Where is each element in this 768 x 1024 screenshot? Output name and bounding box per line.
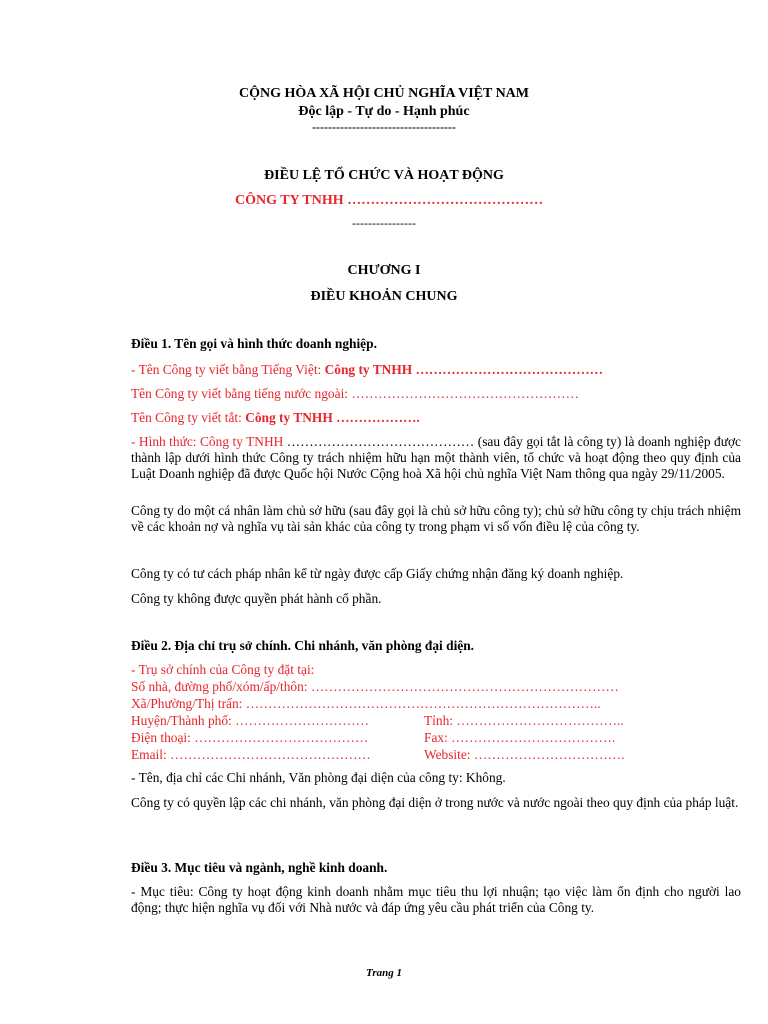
district-field: Huyện/Thành phố: …………………………: [131, 713, 370, 728]
foreign-name-line: Tên Công ty viết bằng tiếng nước ngoài: ……………………………………………: [131, 386, 580, 401]
email-field: Email: ………………………………………: [131, 747, 371, 762]
article-2-heading: Điều 2. Địa chỉ trụ sở chính. Chi nhánh, văn phòng đại diện.: [131, 638, 475, 653]
document-title: ĐIỀU LỆ TỔ CHỨC VÀ HOẠT ĐỘNG: [264, 168, 504, 183]
phone-field: Điện thoại: …………………………………: [131, 730, 369, 745]
article-3-heading: Điều 3. Mục tiêu và ngành, nghề kinh doanh.: [131, 860, 388, 875]
vn-name-line: [131, 362, 603, 378]
branches-paragraph: - Tên, địa chỉ các Chi nhánh, Văn phòng đại diện của công ty: Không.: [131, 770, 506, 785]
chapter-name: ĐIỀU KHOẢN CHUNG: [310, 289, 458, 304]
owner-paragraph: Công ty do một cá nhân làm chủ sở hữu (sau đây gọi là chủ sở hữu công ty); chủ sở hữu công ty chịu trách nhiệm về các khoản nợ và nghĩa vụ tài sản khác của công ty trong phạm vi số vốn điều lệ của công ty.: [131, 503, 741, 534]
short-name-label: Tên Công ty viết tắt:: [131, 410, 246, 425]
street-line: Số nhà, đường phố/xóm/ấp/thôn: ……………………………………………………………: [131, 679, 619, 694]
legal-entity-paragraph: Công ty có tư cách pháp nhân kể từ ngày được cấp Giấy chứng nhận đăng ký doanh nghiệp.: [131, 566, 624, 581]
header-rule: ------------------------------------: [312, 120, 456, 134]
province-field: Tỉnh: ………………………………..: [424, 713, 624, 728]
company-name-heading: CÔNG TY TNHH ……………………………………: [235, 193, 544, 208]
article-1-heading: Điều 1. Tên gọi và hình thức doanh nghiệp.: [131, 336, 377, 351]
short-name-line: [131, 410, 420, 426]
national-motto: Độc lập - Tự do - Hạnh phúc: [298, 104, 470, 119]
ward-line: Xã/Phường/Thị trấn: ……………………………………………………………………..: [131, 696, 601, 711]
company-form-text: …………………………………… (sau đây gọi tắt là công ty) là doanh nghiệp được thành lập dưới hình thức Công ty trách nhiệm hữu hạn một thành viên, tổ chức và hoạt động theo quy định của Luật Doanh nghiệp đã được Quốc hội Nước Cộng hoà Xã hội chủ nghĩa Việt Nam thông qua ngày 29/11/2005.: [131, 434, 741, 481]
branch-rights-paragraph: Công ty có quyền lập các chi nhánh, văn phòng đại diện ở trong nước và nước ngoài theo quy định của pháp luật.: [131, 795, 739, 810]
chapter-number: CHƯƠNG I: [347, 263, 421, 278]
website-field: Website: …………………………….: [424, 747, 625, 762]
fax-field: Fax: ……………………………….: [424, 730, 616, 745]
company-form-label: - Hình thức: Công ty TNHH: [131, 434, 284, 449]
hq-line: - Trụ sở chính của Công ty đặt tại:: [131, 662, 315, 677]
nation-title: CỘNG HÒA XÃ HỘI CHỦ NGHĨA VIỆT NAM: [238, 86, 529, 101]
short-name-value: Công ty TNHH ……………….: [245, 410, 420, 425]
vn-name-label: - Tên Công ty viết bằng Tiếng Việt:: [131, 362, 325, 377]
no-shares-paragraph: Công ty không được quyền phát hành cổ phần.: [131, 591, 382, 606]
company-form-paragraph: [131, 434, 741, 482]
objective-paragraph: - Mục tiêu: Công ty hoạt động kinh doanh nhằm mục tiêu thu lợi nhuận; tạo việc làm ổn định cho người lao động; thực hiện nghĩa vụ đối với Nhà nước và đáp ứng yêu cầu phát triển của Công ty.: [131, 884, 741, 915]
title-rule: ----------------: [352, 216, 416, 230]
vn-name-value: Công ty TNHH ……………………………………: [324, 362, 603, 377]
page-number: Trang 1: [366, 967, 402, 979]
